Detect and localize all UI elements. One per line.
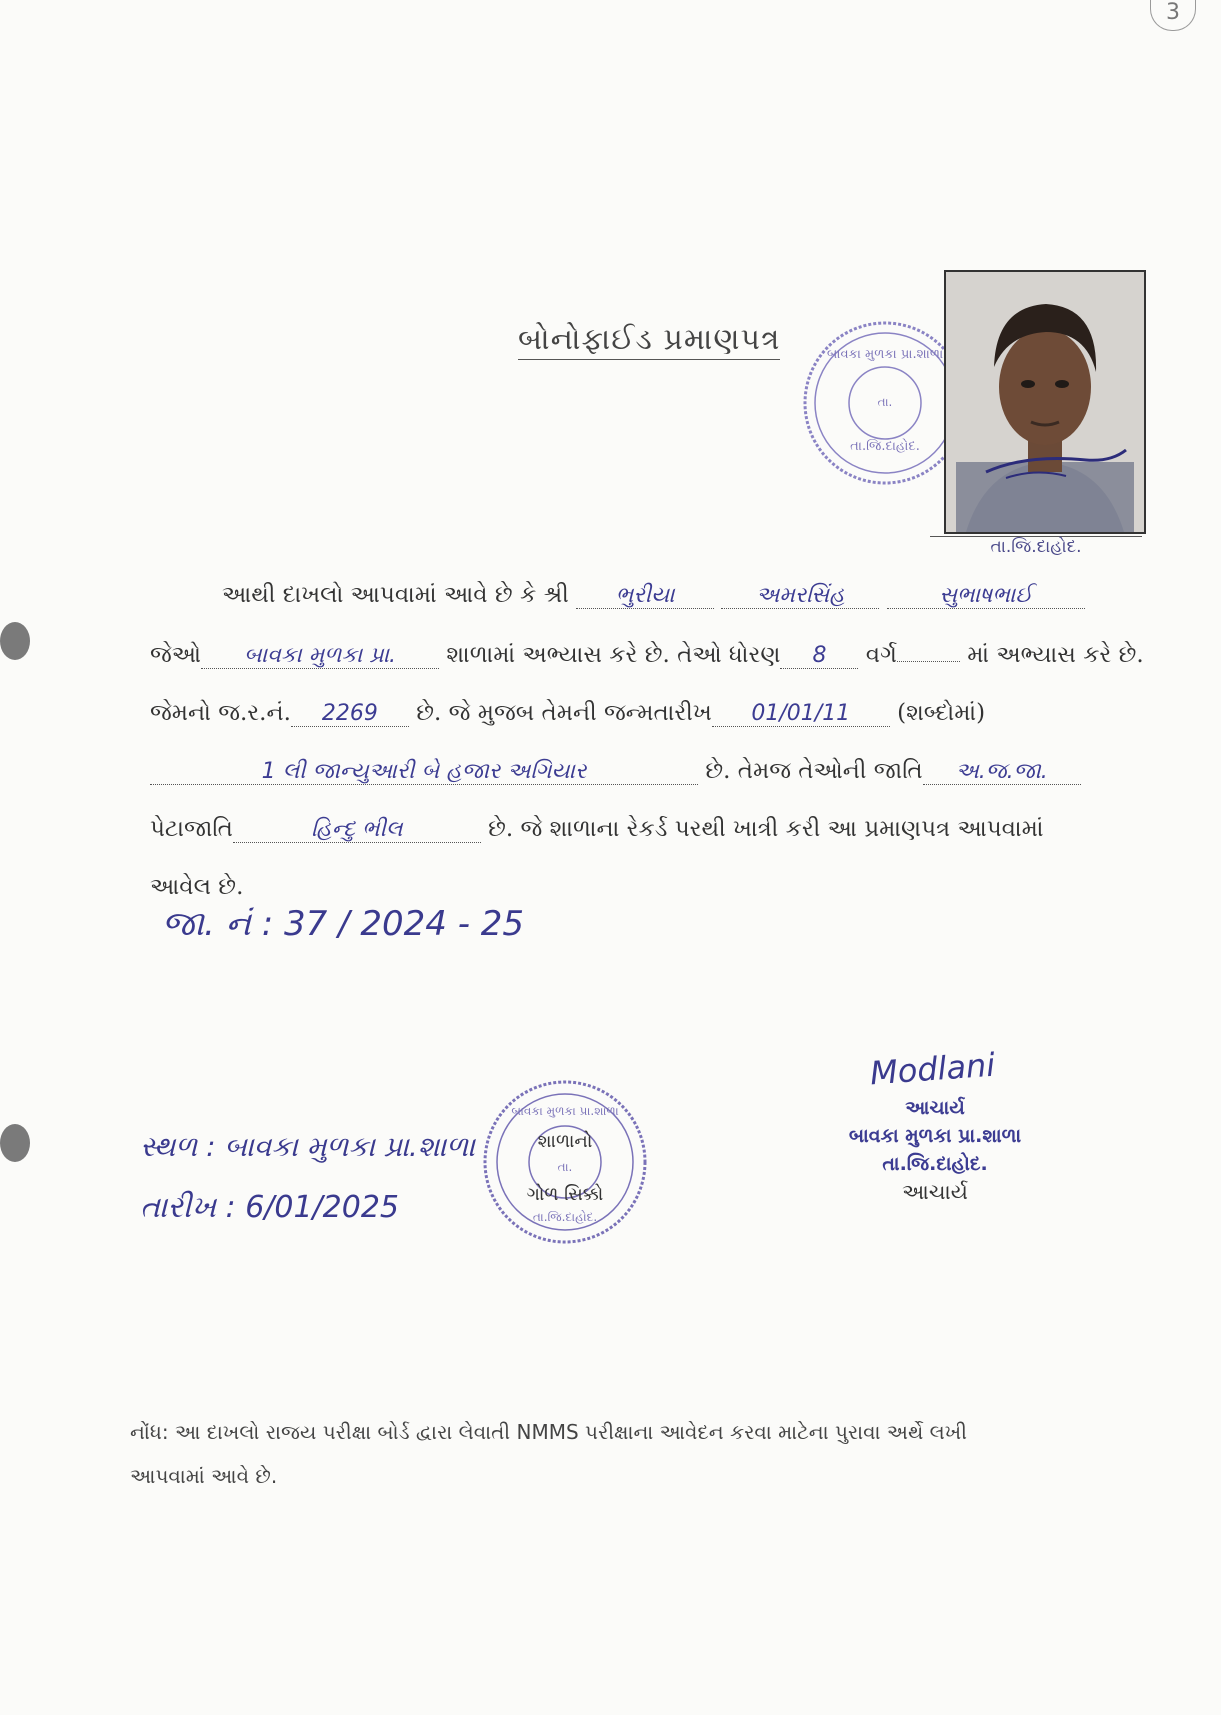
line5-prefix: પેટાજાતિ (150, 816, 233, 842)
line2-suffix: માં અભ્યાસ કરે છે. (967, 642, 1144, 668)
body-line-2 (150, 642, 1150, 669)
stamp-top-text: બાવકા મુળકા પ્રા.શાળા (826, 347, 944, 362)
subcaste-value: હિન્દુ ભીલ (233, 817, 481, 843)
student-photo (944, 270, 1146, 534)
principal-stamp (820, 1094, 1050, 1178)
page-number: 3 (1150, 0, 1196, 31)
line1-prefix: આથી દાખલો આપવામાં આવે છે કે શ્રી (222, 582, 569, 608)
footnote-line-2: આપવામાં આવે છે. (130, 1464, 278, 1488)
punch-hole-top (0, 622, 30, 660)
certificate-title: બોનોફાઈડ પ્રમાણપત્ર (518, 322, 780, 360)
stamp-bottom-text: તા.જિ.દાહોદ. (850, 439, 920, 454)
photo-caption: તા.જિ.દાહોદ. (930, 536, 1142, 557)
student-first-name: ભુરીયા (576, 583, 714, 609)
school-seal-bottom (478, 1075, 653, 1250)
student-photo-image (946, 272, 1144, 532)
body-line-6 (150, 874, 1150, 900)
seal-top-text: બાવકા મુળકા પ્રા.શાળા (511, 1104, 619, 1118)
school-name: બાવકા મુળકા પ્રા. (201, 643, 439, 669)
principal-stamp-school: બાવકા મુળકા પ્રા.શાળા (848, 1125, 1022, 1147)
body-line-1 (222, 582, 1162, 609)
footnote-line-1: નોંધ: આ દાખલો રાજય પરીક્ષા બોર્ડ દ્વારા લેવાતી NMMS પરીક્ષાના આવેદન કરવા માટેના પુરાવા અર્થે લખી (130, 1420, 967, 1444)
principal-label: આચાર્ય (902, 1180, 968, 1204)
date-value: 6/01/2025 (245, 1190, 400, 1225)
line3-suffix: (શબ્દોમાં) (897, 700, 986, 726)
line6-text: આવેલ છે. (150, 874, 244, 900)
standard-value: 8 (780, 643, 858, 669)
place-row (140, 1130, 475, 1164)
line2-middle: શાળામાં અભ્યાસ કરે છે. તેઓ ધોરણ (446, 642, 781, 668)
principal-stamp-title: આચાર્ય (905, 1097, 965, 1119)
line4-middle: છે. તેમજ તેઓની જાતિ (705, 758, 923, 784)
line2-class-label: વર્ગ (865, 642, 897, 668)
seal-bottom-text: તા.જિ.દાહોદ. (532, 1210, 598, 1224)
line5-suffix: છે. જે શાળાના રેકર્ડ પરથી ખાત્રી કરી આ પ્રમાણપત્ર આપવામાં (488, 816, 1044, 842)
place-value: બાવકા મુળકા પ્રા.શાળા (224, 1130, 475, 1163)
principal-signature: Modlani (868, 1045, 997, 1093)
seal-center-text: તા. (557, 1160, 573, 1174)
dob-in-words: 1 લી જાન્યુઆરી બે હજાર અગિયાર (150, 759, 698, 785)
place-label: સ્થળ : (140, 1130, 216, 1163)
seal-label: ગોળ સિક્કો (526, 1184, 604, 1205)
body-line-5 (150, 816, 1150, 843)
date-label: તારીખ : (140, 1190, 236, 1225)
class-value (897, 661, 960, 662)
punch-hole-bottom (0, 1124, 30, 1162)
body-line-4 (150, 758, 1150, 785)
school-seal-label: શાળાનો (537, 1131, 593, 1152)
date-row (140, 1190, 399, 1225)
student-middle-name: અમરસિંહ (721, 583, 879, 609)
principal-stamp-place: તા.જિ.દાહોદ. (882, 1153, 988, 1175)
body-line-3 (150, 700, 1150, 727)
stamp-center-text: તા. (877, 395, 893, 409)
footnote (130, 1410, 1090, 1498)
date-of-birth: 01/01/11 (712, 701, 890, 727)
line3-middle: છે. જે મુજબ તેમની જન્મતારીખ (416, 700, 712, 726)
outward-number: જા. નં : 37 / 2024 - 25 (162, 904, 525, 944)
caste-value: અ.જ.જા. (923, 759, 1081, 785)
line3-prefix: જેમનો જ.ર.નં. (150, 700, 291, 726)
student-last-name: સુભાષભાઈ (887, 583, 1085, 609)
line2-prefix: જેઓ (150, 642, 202, 668)
gr-number: 2269 (291, 701, 409, 727)
